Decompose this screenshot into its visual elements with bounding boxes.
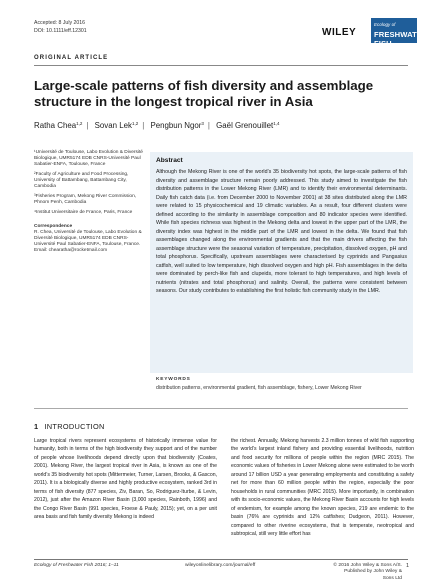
author[interactable]: Pengbun Ngor$^3$ — [150, 121, 204, 130]
footer-url[interactable]: wileyonlinelibrary.com/journal/eff — [185, 563, 256, 568]
author[interactable]: Ratha Chea$^{1,2}$ — [34, 121, 83, 130]
affiliation: ⁴Institut Universitaire de France, Paris, France — [34, 209, 133, 215]
keywords-heading: KEYWORDS — [156, 377, 191, 382]
author-list: Ratha Chea$^{1,2}$ | Sovan Lek$^{1,2}$ | Pengbun Ngor$^3$ | Gaël Grenouillet$^{1,4}$ — [34, 121, 280, 130]
abstract-heading: Abstract — [156, 157, 183, 164]
intro-paragraph: Large tropical rivers represent ecosystems of historically immense value for humanity, both in terms of the high biodiversity they support and of the number of people whose livelihoods depend directly upon that biodiversity (Coates, 2001). Mekong River, the largest tropical river in Asia, is known as one of the world’s 35 biodiversity hot spots (Mittermeier, Turner, Larsen, Brooks, & Gascon, 2011). It is a biologically diverse and highly productive ecosystem, ranked 3rd in terms of fish diversity (877 species, Ziv, Baran, So, Rodriguez-Iturbe, & Levin, 2012), just after the Amazon River Basin (3,000 species, Rainboth, 1996) and the Congo River Basin (991 species, Froese & Pauly, 2015); yet, on a per unit area basis and fish family diversity Mekong is indeed — [34, 438, 217, 521]
footer-journal: Ecology of Freshwater Fish 2016; 1–11 — [34, 563, 119, 568]
author[interactable]: Sovan Lek$^{1,2}$ — [94, 121, 139, 130]
copyright-line: © 2016 John Wiley & Sons A/S. — [333, 563, 402, 568]
intro-column-right — [231, 437, 414, 538]
author[interactable]: Gaël Grenouillet$^{1,4}$ — [216, 121, 280, 130]
publisher-line: Published by John Wiley & Sons Ltd — [344, 569, 402, 581]
journal-badge-top: Ecology of — [374, 22, 396, 27]
keywords-text: distribution patterns, environmental gradient, fish assemblage, fishery, Lower Mekong River — [156, 385, 362, 391]
affiliation: ¹Université de Toulouse, Labo Evolution & Diversité Biologique, UMR5174 EDB CNRS-Université Paul Sabatier-ENFA, Toulouse, France — [34, 150, 143, 168]
publisher-logo: WILEY — [322, 27, 357, 38]
section-divider — [34, 408, 408, 409]
section-number: 1 — [34, 422, 39, 431]
doi[interactable]: DOI: 10.1111/eff.12301 — [34, 28, 87, 34]
footer-copyright — [332, 563, 402, 582]
intro-paragraph: the richest. Annually, Mekong harvests 2.3 million tonnes of wild fish supporting the world’s largest inland fishery and providing essential livelihoods, nutrition and food security for millions of people within the region (MRC 2015). The economic values of fisheries in Lower Mekong alone were estimated to be worth around 17 billion USD a year generating employments and constituting a safety net for more than 60 million people within the region, especially the poor households in rural communities (MRC 2015). More importantly, in combination with its socio-economic values, the Mekong River Basin accounts for high levels of endemism, for example among the known species, 219 are endemic to the basin (76% are cyprinids and 12% catfishes; Dudgeon, 2011). However, compared to other riverine ecosystems, that is temperate, neotropical and subtropical, still very little effort has — [231, 438, 414, 537]
footer-divider — [34, 559, 408, 560]
article-title: Large-scale patterns of fish diversity and assemblage structure in the longest tropical river in Asia — [34, 78, 374, 109]
section-title: INTRODUCTION — [44, 422, 105, 431]
intro-column-left — [34, 437, 217, 522]
abstract-box — [150, 152, 413, 373]
page-number: 1 — [406, 563, 410, 569]
affiliation: ³Fisheries Program, Mekong River Commission, Phnom Penh, Cambodia — [34, 193, 137, 205]
section-heading — [34, 422, 105, 431]
article-type: ORIGINAL ARTICLE — [34, 55, 109, 61]
correspondence-heading: Correspondence — [34, 223, 73, 229]
abstract-text: Although the Mekong River is one of the world’s 35 biodiversity hot spots, the large-scale patterns of fish diversity and assemblage structure remain poorly addressed. This study aimed to investigate the fish distribution patterns in the Lower Mekong River (LMR) and to identify their environmental determinants. Daily fish catch data (i.e. from December 2000 to November 2001) at 38 sites distributed along the LMR were related to 15 physicochemical and 19 climatic variables. As a result, four different clusters were defined according to the similarity in assemblage composition and 80 indicator species were identified. While fish species richness was highest in the Mekong delta and lowest in the upper part of the LMR, the diversity index was highest in the middle part of the LMR and lowest in the delta. We found that fish assemblages changed along the environmental gradients and that the main drivers affecting the fish assemblage structure were the seasonal variation of temperature, precipitation, dissolved oxygen, pH and total phosphorus. Specifically, upstream assemblages were characterised by cyprinids and Pangasius catfish, well suited to low temperature, high dissolved oxygen and high pH. Fish assemblages in the delta were dominated by perch-like fish and clupeids, more tolerant to high temperatures, and high levels of nutrients (nitrates and total phosphorus) and salinity. Overall, the patterns were consistent between seasons. Our study contributes to establishing the first holistic fish community study in the LMR. — [156, 169, 407, 294]
journal-badge-bottom: FRESHWATER FISH — [374, 30, 428, 48]
affiliation: ²Faculty of Agriculture and Food Processing, University of Battambang, Battambang City, Cambodia — [34, 171, 129, 190]
journal-badge — [371, 18, 428, 48]
correspondence-text: R. Chea, Université de Toulouse, Labo Evolution & Diversité Biologique, UMR5174 EDB CNRS- Université Paul Sabatier-ENFA, Toulouse, France. — [34, 229, 142, 247]
accepted-date: Accepted: 8 July 2016 — [34, 20, 86, 26]
affiliations — [34, 150, 146, 258]
correspondence-email[interactable]: Email: chearatha@rocketmail.com — [34, 248, 108, 253]
header-divider — [34, 65, 408, 66]
